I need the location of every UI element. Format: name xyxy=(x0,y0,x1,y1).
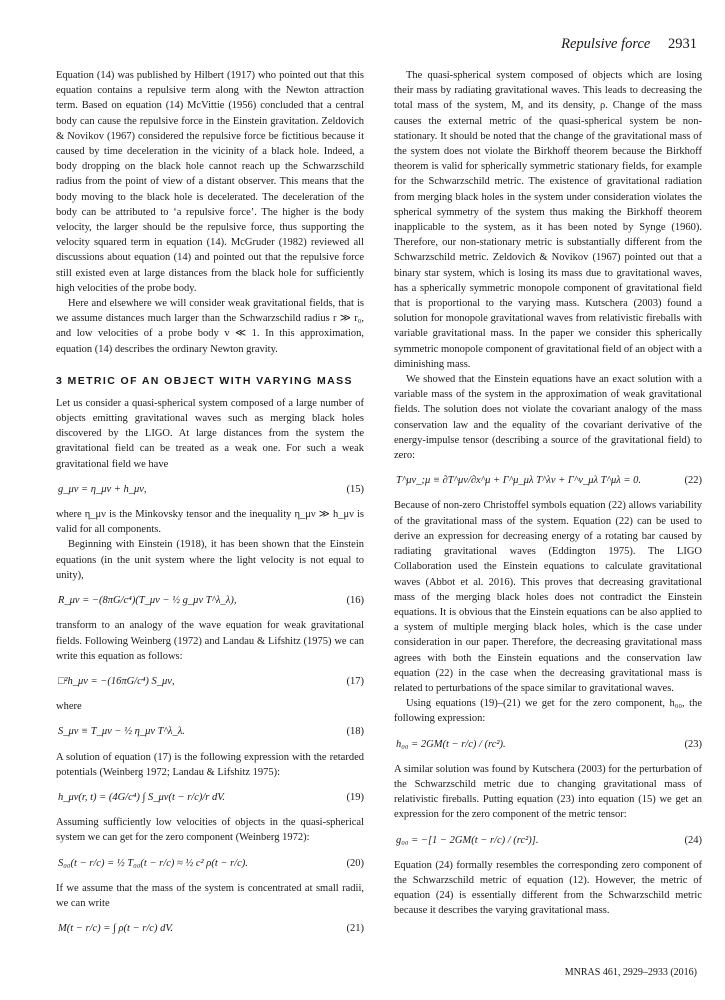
paragraph: Equation (24) formally resembles the corresponding zero component of the Schwarzschild metric of equation (12). However, the metric of equation (24) is essentially different from the Schwarzschild metric because it describes the varying gravitational mass. xyxy=(394,859,702,917)
journal-footer: MNRAS 461, 2929–2933 (2016) xyxy=(564,967,697,978)
equation-body: g₀₀ = −[1 − 2GM(t − r/c) / (rc²)]. xyxy=(396,834,539,846)
equation-number: (16) xyxy=(346,595,364,607)
paragraph: If we assume that the mass of the system is concentrated at small radii, we can write xyxy=(56,882,364,909)
equation-22 xyxy=(394,473,702,488)
equation-number: (17) xyxy=(346,675,364,687)
paragraph: Because of non-zero Christoffel symbols equation (22) allows variability of the gravitational mass of the system. Equation (22) can be used to derive an expression for decreasing energy of a rotating bar caused by radiating gravitational waves (Eddington 1975). The LIGO Collaboration used the Einstein equations to calculate gravitational waves (Abbot et al. 2016). This proves that decreasing gravitational mass of the merging black holes does not contradict the Einstein equations. It is obvious that the Einstein equations can be also applied to a system of multiple merging black holes, which is the case under consideration in our paper. Therefore, the decreasing gravitational mass agrees with both the Einstein equations and the conservation law equation (22) in the case when the decreasing gravitational mass is related to perturbations of the space similar to gravitational waves. xyxy=(394,500,702,694)
equation-body: S_μν ≡ T_μν − ½ η_μν T^λ_λ. xyxy=(58,726,185,738)
equation-number: (15) xyxy=(346,483,364,495)
equation-number: (21) xyxy=(346,923,364,935)
paragraph: Beginning with Einstein (1918), it has been shown that the Einstein equations (in the unit system where the light velocity is not equal to unity), xyxy=(56,539,364,581)
paragraph: The quasi-spherical system composed of objects which are losing their mass by radiating gravitational waves. This leads to decreasing the total mass of the system, M, and its density, ρ. Change of the mass causes the external metric of the quasi-spherical system be non-stationary. It should be noted that the change of the gravitational mass of the system does not violate the Birkhoff theorem because the Birkhoff theorem is valid for spherically symmetric stationary fields, for example for the Schwarzschild metric. The existence of gravitational radiation from merging black holes in the system under consideration violates the spherical symmetry of the system thus making the Birkhoff theorem inapplicable to the system, as it has been noted by Synge (1960). Therefore, our non-stationary metric is substantially different from the Schwarzschild metric. Zeldovich & Novikov (1967) pointed out that a binary star system, which is losing its mass due to gravitational waves, has a spherically symmetric monopole component of gravitational field that is proportional to the varying mass. Kutschera (2003) found a solution for monopole gravitational waves from relativistic fireballs with variable gravitational mass. In the paper we consider this spherically symmetric monopole component of gravitational field of an object with a diminishing mass. xyxy=(394,70,702,370)
equation-21 xyxy=(56,921,364,936)
paragraph: Let us consider a quasi-spherical system composed of a large number of objects emitting gravitational waves such as merging black holes discovered by the LIGO. At large distances from the system the gravitational field can be treated as a weak one. For such a weak gravitational field we have xyxy=(56,397,364,470)
equation-number: (19) xyxy=(346,791,364,803)
equation-body: M(t − r/c) = ∫ ρ(t − r/c) dV. xyxy=(58,923,174,935)
section-heading: 3 METRIC OF AN OBJECT WITH VARYING MASS xyxy=(56,374,353,387)
paragraph: where η_μν is the Minkovsky tensor and the inequality η_μν ≫ h_μν is valid for all components. xyxy=(56,509,364,536)
running-header xyxy=(561,36,697,53)
equation-20 xyxy=(56,856,364,871)
paragraph: A similar solution was found by Kutschera (2003) for the perturbation of the Schwarzschild metric due to changing gravitational mass of relativistic fireballs. Putting equation (23) into equation (15) we get an expression for the zero component of the metric tensor: xyxy=(394,763,702,821)
equation-15 xyxy=(56,482,364,497)
equation-body: S₀₀(t − r/c) = ½ T₀₀(t − r/c) ≈ ½ c² ρ(t − r/c). xyxy=(58,857,248,869)
equation-number: (24) xyxy=(684,834,702,846)
equation-24 xyxy=(394,833,702,848)
paragraph: Here and elsewhere we will consider weak gravitational fields, that is we assume distances much larger than the Schwarzschild radius r ≫ r₀, and low velocities of a probe body v ≪ 1. In this approximation, equation (14) describes the ordinary Newton gravity. xyxy=(56,298,364,355)
page-number: 2931 xyxy=(668,36,697,52)
equation-number: (20) xyxy=(346,857,364,869)
paragraph: Assuming sufficiently low velocities of objects in the quasi-spherical system we can get for the zero component (Weinberg 1972): xyxy=(56,817,364,844)
paragraph: where xyxy=(56,701,82,713)
equation-body: g_μν = η_μν + h_μν, xyxy=(58,483,147,495)
equation-16 xyxy=(56,593,364,608)
paragraph: Equation (14) was published by Hilbert (1917) who pointed out that this equation contains a repulsive term along with the Newton attraction term. Based on equation (14) McVittie (1956) concluded that a central body can cause the repulsive force in the Einstein gravitation. Zeldovich & Novikov (1967) considered the repulsive force be fictitious because it caused by time deceleration in the vicinity of a black hole. Indeed, a body dropping on the black hole cannot reach up the Schwarzschild radius from the point of view of a distant observer. This means that the body moving to the black hole is decelerated. The deceleration of the body can be attributed to ‘a repulsive force’. The higher is the body velocity, the larger should be the repulsive force, thus supporting the velocity squared term in equation (14). McGruder (1982) reviewed all discussions about equation (14) and pointed out that the repulsive force still existed even at large distances from the black hole for sufficiently high velocities of the probe body. xyxy=(56,70,364,294)
equation-number: (23) xyxy=(684,738,702,750)
paragraph: A solution of equation (17) is the following expression with the retarded potentials (Weinberg 1972; Landau & Lifshitz 1975): xyxy=(56,751,364,778)
equation-number: (18) xyxy=(346,726,364,738)
running-title: Repulsive force xyxy=(561,36,651,52)
equation-18 xyxy=(56,724,364,739)
equation-number: (22) xyxy=(684,475,702,487)
left-column xyxy=(56,68,364,946)
equation-23 xyxy=(394,737,702,752)
equation-body: R_μν = −(8πG/c⁴)(T_μν − ½ g_μν T^λ_λ), xyxy=(58,595,237,607)
equation-body: h₀₀ = 2GM(t − r/c) / (rc²). xyxy=(396,738,506,750)
paragraph: Using equations (19)–(21) we get for the zero component, h₀₀, the following expression: xyxy=(394,698,702,725)
equation-19 xyxy=(56,790,364,805)
paragraph: transform to an analogy of the wave equation for weak gravitational fields. Following Weinberg (1972) and Landau & Lifshitz (1975) we can write this equation as follows: xyxy=(56,620,364,662)
paragraph: We showed that the Einstein equations have an exact solution with a variable mass of the system in the approximation of weak gravitational fields. The solution does not violate the covariant analogy of the mass conservation law and the equality of the covariant derivative of the energy-impulse tensor (describing a source of the gravitational field) to zero: xyxy=(394,374,702,462)
equation-17 xyxy=(56,674,364,689)
equation-body: h_μν(r, t) = (4G/c⁴) ∫ S_μν(t − r/c)/r dV. xyxy=(58,791,225,803)
right-column xyxy=(394,68,702,919)
equation-body: T^μν_;μ ≡ ∂T^μν/∂x^μ + Γ^μ_μλ T^λν + Γ^ν_μλ T^μλ = 0. xyxy=(396,475,641,487)
equation-body: □²h_μν = −(16πG/c⁴) S_μν, xyxy=(58,675,175,687)
